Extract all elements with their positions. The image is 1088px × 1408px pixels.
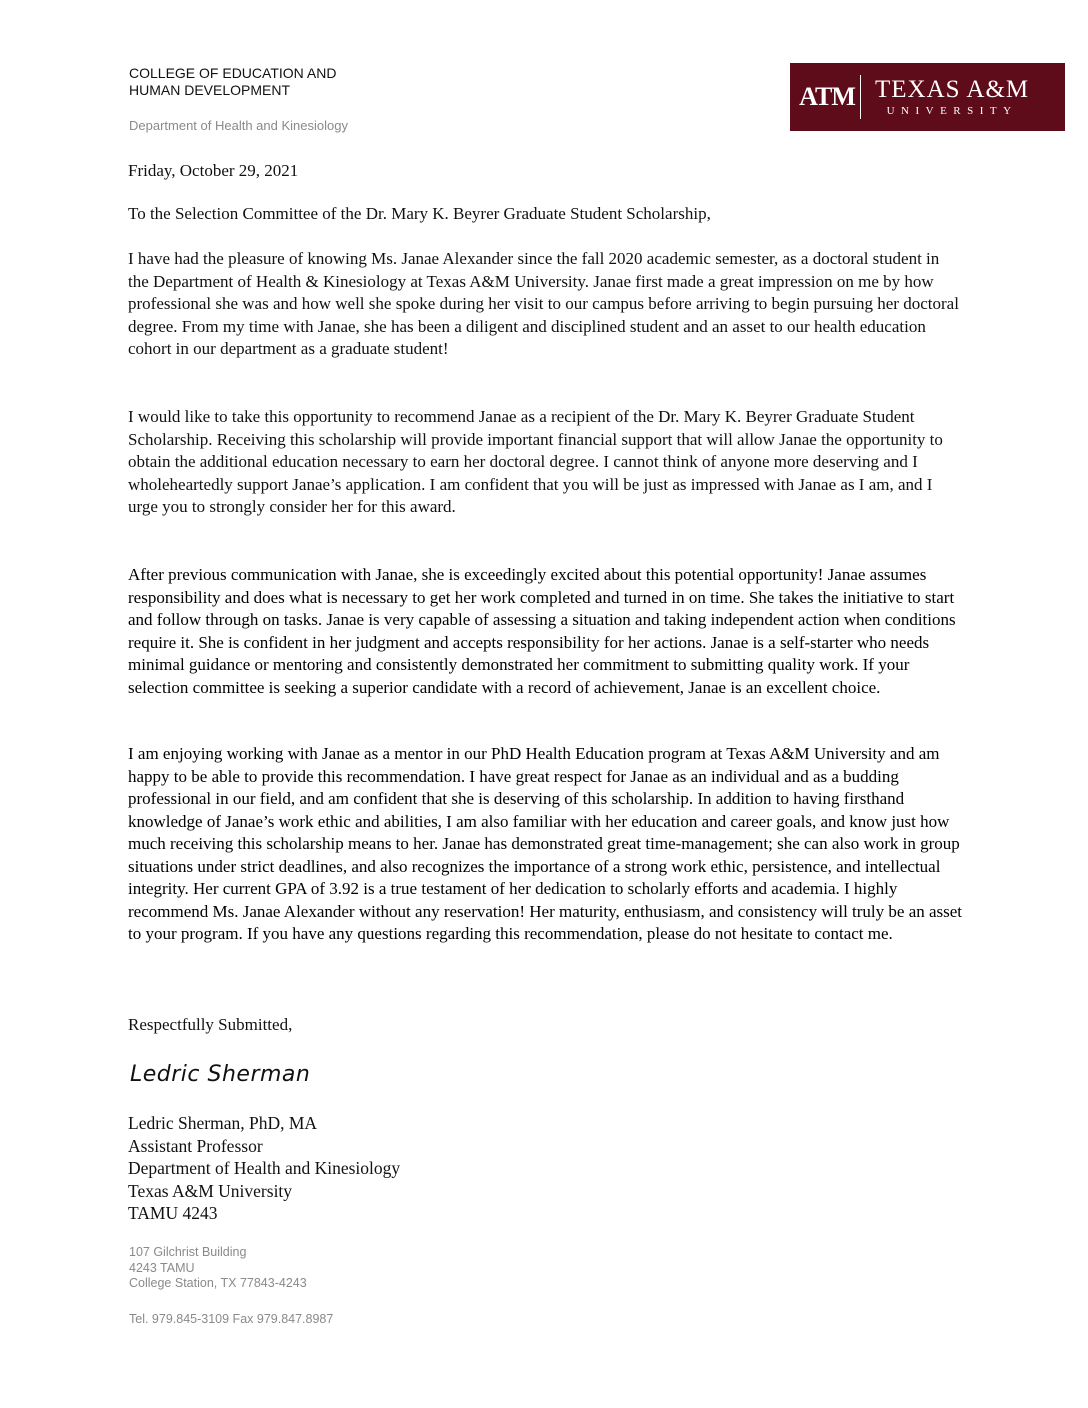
logo-wordmark: [875, 77, 1029, 117]
logo-sub: UNIVERSITY: [886, 105, 1018, 117]
letter-paragraph-2: I would like to take this opportunity to recommend Janae as a recipient of the Dr. Mary K. Beyrer Graduate Student Scholarship. Receiving this scholarship will provide important financial support that will allow Janae the opportunity to obtain the additional education necessary to earn her doctoral degree. I cannot think of anyone more deserving and I wholeheartedly support Janae’s application. I am confident that you will be just as impressed with Janae as I am, and I urge you to strongly consider her for this award.: [128, 407, 943, 516]
logo-name: TEXAS A&M: [875, 76, 1030, 103]
signer-mailstop: TAMU 4243: [128, 1203, 218, 1223]
signer-department: Department of Health and Kinesiology: [128, 1158, 401, 1178]
atm-logo-icon: ATM: [799, 82, 855, 111]
footer-address: [129, 1245, 307, 1292]
college-name: [129, 65, 336, 99]
letter-paragraph-3: After previous communication with Janae, she is exceedingly excited about this potential opportunity! Janae assumes responsibility and does what is necessary to get her work completed and turned in on time. She takes the initiative to start and follow through on tasks. Janae is very capable of assessing a situation and taking independent action when conditions require it. She is confident in her judgment and accepts responsibility for her actions. Janae is a self-starter who needs minimal guidance or mentoring and consistently demonstrated her commitment to submitting quality work. If your selection committee is seeking a superior candidate with a record of achievement, Janae is an excellent choice.: [128, 565, 956, 697]
address-line-2: 4243 TAMU: [129, 1260, 195, 1275]
letter-salutation: To the Selection Committee of the Dr. Mary K. Beyrer Graduate Student Scholarship,: [128, 204, 711, 223]
signer-name: Ledric Sherman, PhD, MA: [128, 1113, 318, 1133]
handwritten-signature: Ledric Sherman: [130, 1062, 311, 1087]
letter-paragraph-4: I am enjoying working with Janae as a mentor in our PhD Health Education program at Texas A&M University and am happy to be able to provide this recommendation. I have great respect for Janae as an individual and as a budding professional in our field, and am confident that she is deserving of this scholarship. In addition to having firsthand knowledge of Janae’s work ethic and abilities, I am also familiar with her education and career goals, and know just how much receiving this scholarship means to her. Janae has demonstrated great time-management; she can also work in group situations under strict deadlines, and also recognizes the importance of a strong work ethic, persistence, and intellectual integrity. Her current GPA of 3.92 is a true testament of her dedication to scholarly efforts and academia. I highly recommend Ms. Janae Alexander without any reservation! Her maturity, enthusiasm, and consistency will truly be an asset to your program. If you have any questions regarding this recommendation, please do not hesitate to contact me.: [128, 744, 963, 943]
college-name-line1: COLLEGE OF EDUCATION AND: [129, 65, 337, 81]
letter-paragraph-1: I have had the pleasure of knowing Ms. Janae Alexander since the fall 2020 academic semester, as a doctoral student in the Department of Health & Kinesiology at Texas A&M University. Janae first made a great impression on me by how professional she was and how well she spoke during her visit to our campus before arriving to begin pursuing her doctoral degree. From my time with Janae, she has been a diligent and disciplined student and an asset to our health education cohort in our department as a graduate student!: [128, 249, 959, 358]
logo-divider: [860, 75, 861, 119]
department-header: Department of Health and Kinesiology: [129, 118, 348, 133]
signer-university: Texas A&M University: [128, 1180, 293, 1201]
address-line-1: 107 Gilchrist Building: [129, 1245, 247, 1259]
university-logo: [790, 63, 1065, 131]
signature-block: [128, 1112, 400, 1225]
address-line-3: College Station, TX 77843-4243: [129, 1276, 307, 1290]
college-name-line2: HUMAN DEVELOPMENT: [129, 82, 291, 98]
letter-date: Friday, October 29, 2021: [128, 161, 299, 180]
signer-title: Assistant Professor: [128, 1135, 263, 1156]
footer-phone: Tel. 979.845-3109 Fax 979.847.8987: [129, 1312, 334, 1326]
letter-closing: Respectfully Submitted,: [128, 1015, 293, 1034]
